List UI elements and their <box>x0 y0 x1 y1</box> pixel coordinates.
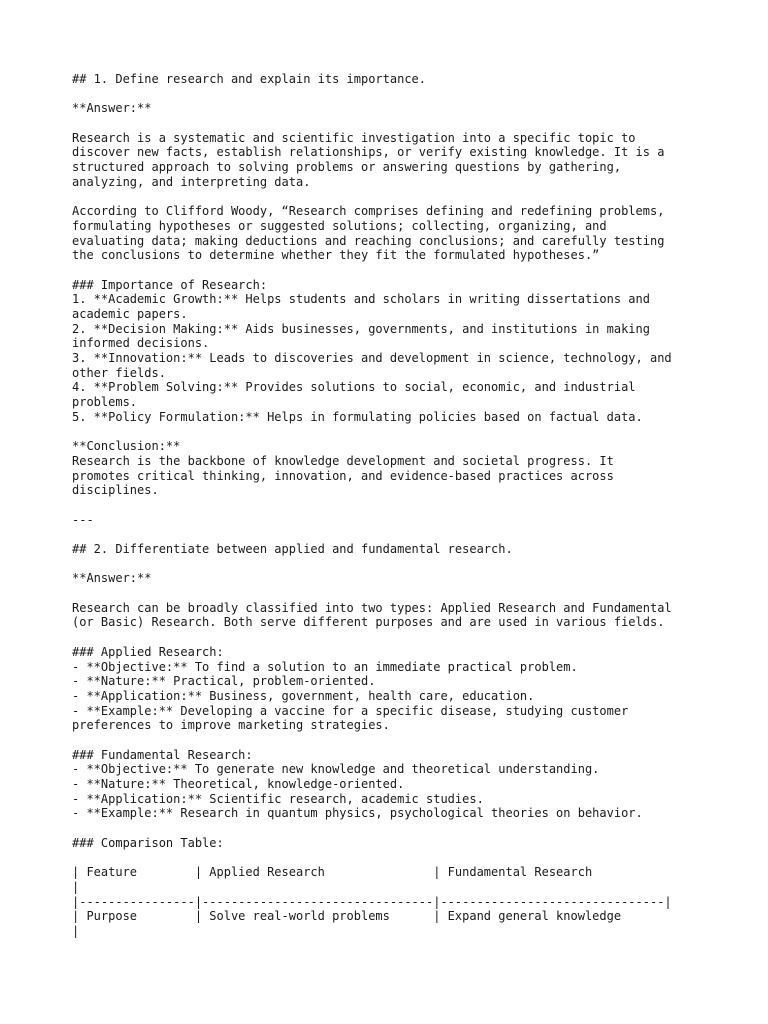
text-line: analyzing, and interpreting data. <box>72 174 311 189</box>
text-line: preferences to improve marketing strategies. <box>72 718 390 733</box>
blank-line <box>72 733 712 748</box>
document-text <box>72 72 712 939</box>
text-line: - **Objective:** To generate new knowledge and theoretical understanding. <box>72 762 600 777</box>
text-line: - **Application:** Business, government, health care, education. <box>72 688 535 703</box>
text-line: ### Importance of Research: <box>72 277 268 292</box>
blank-line <box>72 425 712 440</box>
text-line: academic papers. <box>72 307 188 321</box>
text-line: evaluating data; making deductions and reaching conclusions; and carefully testing <box>72 233 665 248</box>
blank-line <box>72 821 712 836</box>
blank-line <box>72 263 712 278</box>
text-line: | <box>72 923 80 938</box>
text-line: **Conclusion:** <box>72 439 181 454</box>
text-line: Research is the backbone of knowledge development and societal progress. It <box>72 453 614 468</box>
text-line: disciplines. <box>72 483 159 498</box>
text-line: **Answer:** <box>72 571 152 586</box>
text-line: ## 2. Differentiate between applied and fundamental research. <box>72 542 513 556</box>
blank-line <box>72 527 712 542</box>
text-line: 1. **Academic Growth:** Helps students and scholars in writing dissertations and <box>72 292 650 307</box>
text-line: 5. **Policy Formulation:** Helps in formulating policies based on factual data. <box>72 409 643 424</box>
text-line: (or Basic) Research. Both serve different purposes and are used in various fields. <box>72 615 665 630</box>
blank-line <box>72 850 712 865</box>
blank-line <box>72 190 712 205</box>
text-line: --- <box>72 512 94 527</box>
text-line: problems. <box>72 395 138 410</box>
text-line: |----------------|--------------------------------|-------------------------------| <box>72 894 672 909</box>
blank-line <box>72 498 712 513</box>
text-line: According to Clifford Woody, “Research comprises defining and redefining problems, <box>72 204 665 219</box>
text-line: 4. **Problem Solving:** Provides solutions to social, economic, and industrial <box>72 380 636 395</box>
text-line: - **Nature:** Theoretical, knowledge-oriented. <box>72 777 405 791</box>
text-line: - **Nature:** Practical, problem-oriented. <box>72 674 376 689</box>
text-line: - **Example:** Developing a vaccine for a specific disease, studying customer <box>72 703 629 718</box>
text-line: ### Applied Research: <box>72 644 224 659</box>
text-line: **Answer:** <box>72 101 152 116</box>
blank-line <box>72 630 712 645</box>
text-line: discover new facts, establish relationships, or verify existing knowledge. It is a <box>72 145 665 160</box>
text-line: | <box>72 879 80 894</box>
text-line: | Feature | Applied Research | Fundamental Research <box>72 865 593 880</box>
text-line: - **Example:** Research in quantum physics, psychological theories on behavior. <box>72 806 643 821</box>
text-line: formulating hypotheses or suggested solutions; collecting, organizing, and <box>72 218 607 233</box>
text-line: - **Objective:** To find a solution to an immediate practical problem. <box>72 659 578 674</box>
text-line: ### Comparison Table: <box>72 835 224 850</box>
text-line: Research is a systematic and scientific investigation into a specific topic to <box>72 130 636 145</box>
text-line: promotes critical thinking, innovation, and evidence-based practices across <box>72 468 614 483</box>
text-line: 2. **Decision Making:** Aids businesses, governments, and institutions in making <box>72 321 650 336</box>
text-line: ### Fundamental Research: <box>72 747 253 762</box>
text-line: the conclusions to determine whether they fit the formulated hypotheses.” <box>72 248 600 263</box>
text-line: - **Application:** Scientific research, academic studies. <box>72 791 484 806</box>
text-line: | Purpose | Solve real-world problems | Expand general knowledge <box>72 909 622 924</box>
blank-line <box>72 557 712 572</box>
text-line: other fields. <box>72 365 166 380</box>
text-line: ## 1. Define research and explain its importance. <box>72 72 427 86</box>
text-line: structured approach to solving problems or answering questions by gathering, <box>72 160 622 175</box>
blank-line <box>72 116 712 131</box>
text-line: 3. **Innovation:** Leads to discoveries and development in science, technology, and <box>72 351 672 366</box>
blank-line <box>72 586 712 601</box>
text-line: Research can be broadly classified into two types: Applied Research and Fundamental <box>72 600 672 615</box>
blank-line <box>72 87 712 102</box>
text-line: informed decisions. <box>72 336 210 351</box>
